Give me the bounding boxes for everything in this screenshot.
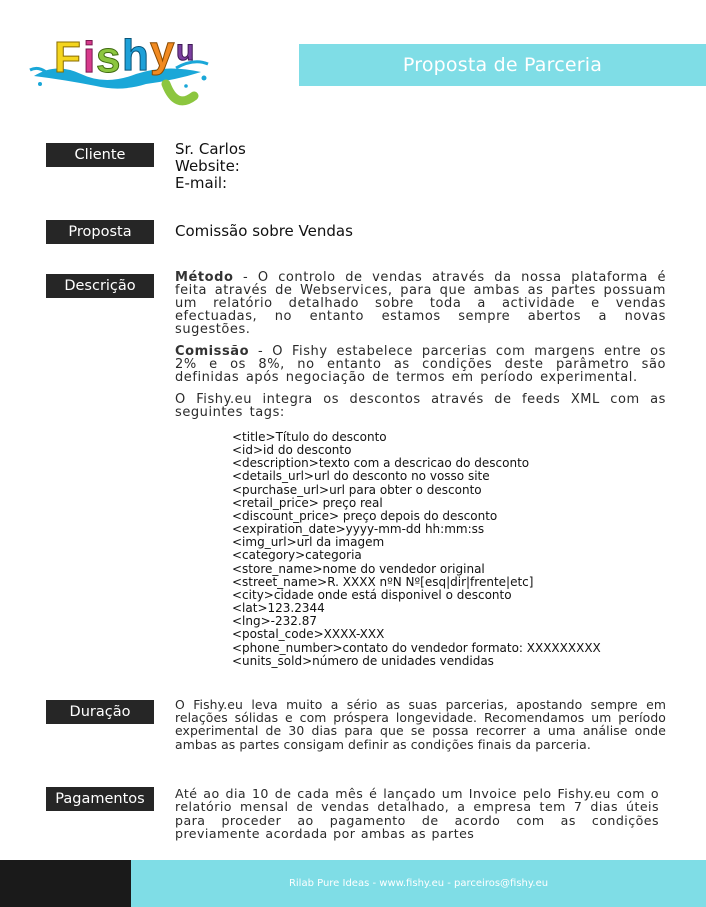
section-label-proposta: Proposta [46,220,154,244]
tag-item: <postal_code>XXXX-XXX [232,627,385,642]
pagamentos-paragraph: Até ao dia 10 de cada mês é lançado um Invoice pelo Fishy.eu com o relatório mensal de vendas detalhado, a empresa tem 7 dias úteis para proceder ao pagamento de acordo com as condições previamente acordada por ambas as partes [175,786,659,842]
tag-item: <img_url>url da imagem [232,535,385,550]
footer-bar [131,860,706,907]
cliente-website: Website: [175,157,240,175]
tag-item: <discount_price> preço depois do desconto [232,508,498,523]
svg-text:i: i [83,33,96,82]
tag-item: <retail_price> preço real [232,495,383,510]
tag-item: <lat>123.2344 [232,601,325,616]
tag-item: <category>categoria [232,548,362,563]
duracao-paragraph: O Fishy.eu leva muito a sério as suas parcerias, apostando sempre em relações sólidas e com próspera longevidade. Recomendamos um período experimental de 30 dias para que se possa recorrer a uma análise onde ambas as partes consigam definir as condições finais da parceria. [175,697,666,752]
metodo-text: - O controlo de vendas através da nossa plataforma é feita através de Webservices, para que ambas as partes possuam um relatório detalhado sobre toda a actividade e vendas efectuadas, no entanto estamos sempre abertos a novas sugestões. [175,270,666,337]
descricao-text [175,271,666,428]
tag-item: <description>texto com a descricao do desconto [232,456,530,471]
tags-intro: O Fishy.eu integra os descontos através de feeds XML com as seguintes tags: [175,392,666,420]
tag-item: <street_name>R. XXXX nºN Nº[esq|dir|frente|etc] [232,574,534,589]
page-title: Proposta de Parceria [299,44,706,86]
section-label-descricao: Descrição [46,274,154,298]
tag-item: <details_url>url do desconto no vosso site [232,469,490,484]
cliente-email: E-mail: [175,174,228,192]
fishy-logo [26,14,216,114]
svg-text:F: F [54,33,81,82]
tag-item: <phone_number>contato do vendedor formato: XXXXXXXXX [232,640,601,655]
pagamentos-text [175,787,659,841]
metodo-title: Método [175,270,234,285]
tag-item: <units_sold>número de unidades vendidas [232,653,494,668]
tag-item: <store_name>nome do vendedor original [232,561,485,576]
tag-item: <id>id do desconto [232,443,352,458]
svg-text:s: s [96,33,121,82]
cliente-info [175,141,666,192]
section-label-cliente: Cliente [46,143,154,167]
svg-text:h: h [122,31,149,80]
comissao-paragraph [175,345,666,384]
duracao-text [175,698,666,751]
tag-item: <city>cidade onde está disponivel o desconto [232,587,512,602]
tag-item: <purchase_url>url para obter o desconto [232,482,482,497]
tag-item: <expiration_date>yyyy-mm-dd hh:mm:ss [232,522,485,537]
comissao-title: Comissão [175,344,250,359]
comissao-text: - O Fishy estabelece parcerias com margens entre os 2% e os 8%, no entanto as condições deste parâmetro são definidas após negociação de termos em período experimental. [175,344,666,385]
tag-item: <lng>-232.87 [232,614,317,629]
svg-text:y: y [150,27,175,76]
proposta-value: Comissão sobre Vendas [175,222,353,240]
fishy-logo-icon [26,14,216,114]
xml-tags-list [232,431,601,668]
metodo-paragraph [175,271,666,336]
footer-text: Rilab Pure Ideas - www.fishy.eu - parceiros@fishy.eu [288,878,549,889]
section-label-duracao: Duração [46,700,154,724]
section-label-pagamentos: Pagamentos [46,787,154,811]
cliente-name: Sr. Carlos [175,140,246,158]
footer-dark-block [0,860,131,907]
svg-text:u: u [176,34,195,67]
tag-item: <title>Título do desconto [232,430,387,444]
